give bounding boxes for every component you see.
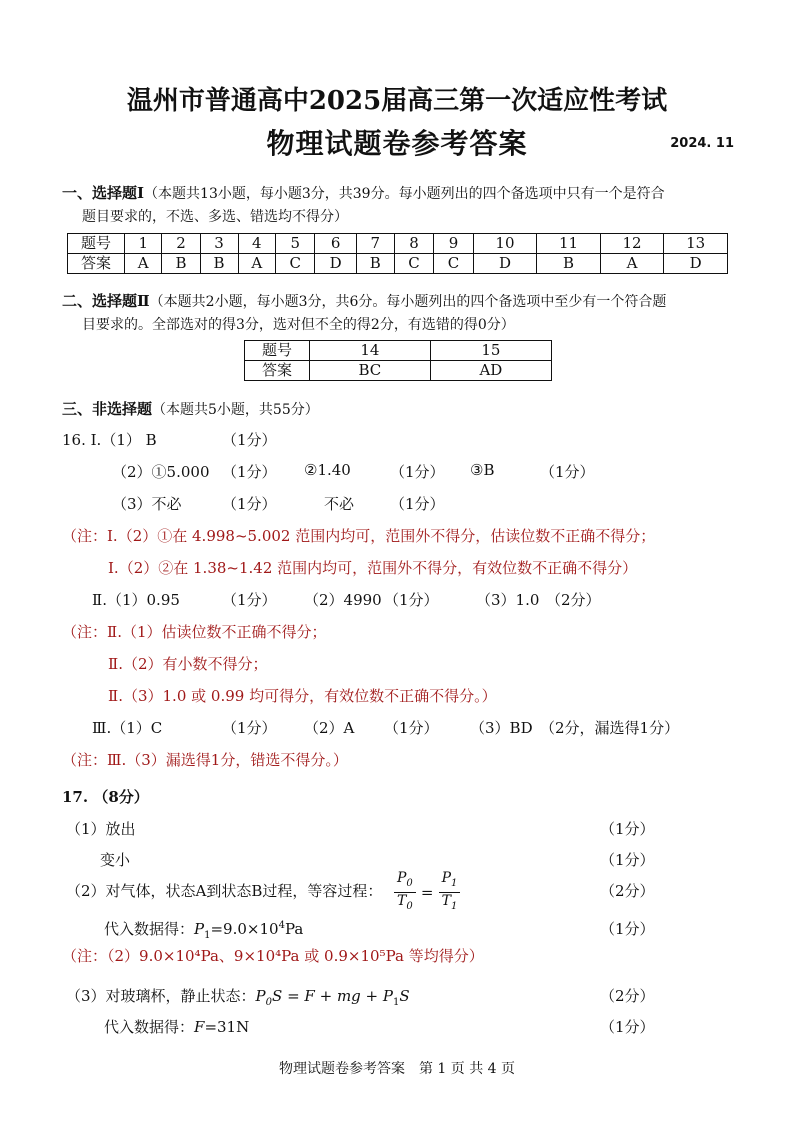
row-label: 题号	[68, 234, 125, 254]
section3-desc: （本题共5小题，共55分）	[152, 402, 319, 418]
question-number-cell: 4	[238, 234, 275, 254]
question-number-cell: 12	[600, 234, 664, 254]
q16-note5: Ⅱ.（3）1.0 或 0.99 均可得分，有效位数不正确不得分。）	[108, 687, 497, 705]
q17-part1-a-score: （1分）	[600, 820, 655, 838]
q17-part1-b-score: （1分）	[600, 851, 655, 869]
q16-row4-a: Ⅱ.（1）0.95	[92, 591, 180, 609]
section1-heading	[62, 182, 665, 203]
answer-cell: D	[664, 254, 728, 274]
question-number-cell: 10	[473, 234, 537, 254]
document-title: 物理试题卷参考答案	[266, 127, 528, 160]
question-number-cell: 1	[125, 234, 162, 254]
question-number-cell: 2	[162, 234, 200, 254]
q16-row2-c: ③B	[470, 461, 495, 479]
q16-row1-score: （1分）	[222, 431, 277, 449]
q16-row5-a: Ⅲ.（1）C	[92, 719, 163, 737]
q16-row3-b-score: （1分）	[390, 495, 445, 513]
q17-part2-score: （2分）	[600, 882, 655, 900]
q16-note1: （注：Ⅰ.（2）①在 4.998~5.002 范围内均可，范围外不得分，估读位数不正确不得分；	[62, 527, 656, 545]
q17-note: （注：（2）9.0×10⁴Pa、9×10⁴Pa 或 0.9×10⁵Pa 等均得分）	[62, 947, 484, 965]
q16-row5-b-score: （1分）	[384, 719, 439, 737]
question-number-row	[245, 341, 552, 361]
question-number-cell: 14	[310, 341, 431, 361]
q16-row2-a: （2）①5.000	[112, 463, 210, 481]
section2-answer-table	[244, 340, 552, 381]
question-number-cell: 7	[356, 234, 394, 254]
question-number-cell: 15	[430, 341, 551, 361]
q16-note3: （注：Ⅱ.（1）估读位数不正确不得分；	[62, 623, 327, 641]
q16-note6: （注：Ⅲ.（3）漏选得1分，错选不得分。）	[62, 751, 348, 769]
q17-part3-text: （3）对玻璃杯，静止状态：$P_0S = F$ + mg + $P_1S$	[66, 987, 410, 1008]
q16-row2-b-score: （1分）	[390, 463, 445, 481]
section2-title: 二、选择题Ⅱ	[62, 292, 150, 310]
section2-desc: （本题共2小题，每小题3分，共6分。每小题列出的四个备选项中至少有一个符合题	[149, 294, 667, 310]
q16-row2-a-score: （1分）	[222, 463, 277, 481]
q16-note4: Ⅱ.（2）有小数不得分；	[108, 655, 268, 673]
answer-cell: AD	[430, 361, 551, 381]
q16-row5-a-score: （1分）	[222, 719, 277, 737]
q16-row2-b: ②1.40	[304, 461, 351, 479]
q17-formula-equilibrium: $P_0S$	[255, 987, 283, 1008]
question-number-cell: 6	[315, 234, 356, 254]
question-number-cell: 11	[537, 234, 601, 254]
q16-row1-answer: 16. Ⅰ.（1） B	[62, 431, 157, 449]
section3-title: 三、非选择题	[62, 400, 153, 418]
question-number-cell: 3	[200, 234, 238, 254]
exam-title: 温州市普通高中2025届高三第一次适应性考试	[126, 86, 668, 116]
q16-row3-b: 不必	[324, 495, 355, 513]
answer-cell: D	[315, 254, 356, 274]
answer-cell: A	[600, 254, 664, 274]
q16-row3-a: （3）不必	[112, 495, 182, 513]
section3-heading	[62, 398, 319, 419]
q16-row5-c-score: （2分，漏选得1分）	[540, 719, 680, 737]
q16-row3-a-score: （1分）	[222, 495, 277, 513]
section1-title: 一、选择题Ⅰ	[62, 184, 145, 202]
section2-desc-cont: 目要求的。全部选对的得3分，选对但不全的得2分，有选错的得0分）	[82, 317, 515, 333]
q16-row4-b-score: （1分）	[384, 591, 439, 609]
q17-heading: 17. （8分）	[62, 788, 149, 806]
question-number-cell: 13	[664, 234, 728, 254]
q17-part2-sub-score: （1分）	[600, 920, 655, 938]
row-label: 题号	[245, 341, 310, 361]
q17-part1-a: （1）放出	[66, 820, 136, 838]
row-label: 答案	[245, 361, 310, 381]
answer-cell: B	[200, 254, 238, 274]
section1-answer-table	[67, 233, 728, 274]
answer-cell: B	[162, 254, 200, 274]
section1-desc-cont: 题目要求的，不选、多选、错选均不得分）	[82, 209, 348, 225]
question-number-row	[68, 234, 728, 254]
answer-cell: D	[473, 254, 537, 274]
q17-part2-sub: 代入数据得：$P_1=9.0\times 10^4Pa$	[104, 920, 304, 941]
q16-row4-c-score: （2分）	[546, 591, 601, 609]
page-footer: 物理试题卷参考答案 第 1 页 共 4 页	[278, 1061, 516, 1077]
q17-part3-sub-score: （1分）	[600, 1018, 655, 1036]
answer-row	[245, 361, 552, 381]
q17-part3-score: （2分）	[600, 987, 655, 1005]
q16-row4-c: （3）1.0	[476, 591, 540, 609]
answer-cell: B	[356, 254, 394, 274]
answer-cell: B	[537, 254, 601, 274]
question-number-cell: 8	[394, 234, 433, 254]
answer-cell: BC	[310, 361, 431, 381]
section2-heading	[62, 290, 666, 311]
answer-cell: C	[434, 254, 473, 274]
answer-cell: A	[125, 254, 162, 274]
answer-cell: C	[276, 254, 315, 274]
row-label: 答案	[68, 254, 125, 274]
q16-row2-c-score: （1分）	[540, 463, 595, 481]
answer-cell: A	[238, 254, 275, 274]
q16-note2: Ⅰ.（2）②在 1.38~1.42 范围内均可，范围外不得分，有效位数不正确不得分）	[108, 559, 638, 577]
q17-formula-isochoric: $\frac{P_0}{T_0}$ = $\frac{P_1}{T_1}$	[394, 870, 460, 915]
question-number-cell: 9	[434, 234, 473, 254]
q16-row5-b: （2）A	[304, 719, 355, 737]
fraction-p0-t0: $\frac{P_0}{T_0}$	[394, 870, 416, 915]
exam-date: 2024. 11	[670, 136, 734, 151]
answer-cell: C	[394, 254, 433, 274]
q16-row4-b: （2）4990	[304, 591, 382, 609]
q17-part1-b: 变小	[100, 851, 131, 869]
answer-row	[68, 254, 728, 274]
question-number-cell: 5	[276, 234, 315, 254]
q17-part3-sub: 代入数据得：F=31N	[104, 1018, 250, 1036]
q17-part2-text: （2）对气体，状态A到状态B过程，等容过程：	[66, 882, 383, 900]
fraction-p1-t1: $\frac{P_1}{T_1}$	[439, 870, 461, 915]
q16-row5-c: （3）BD	[470, 719, 533, 737]
section1-desc: （本题共13小题，每小题3分，共39分。每小题列出的四个备选项中只有一个是符合	[144, 186, 665, 202]
q16-row4-a-score: （1分）	[222, 591, 277, 609]
